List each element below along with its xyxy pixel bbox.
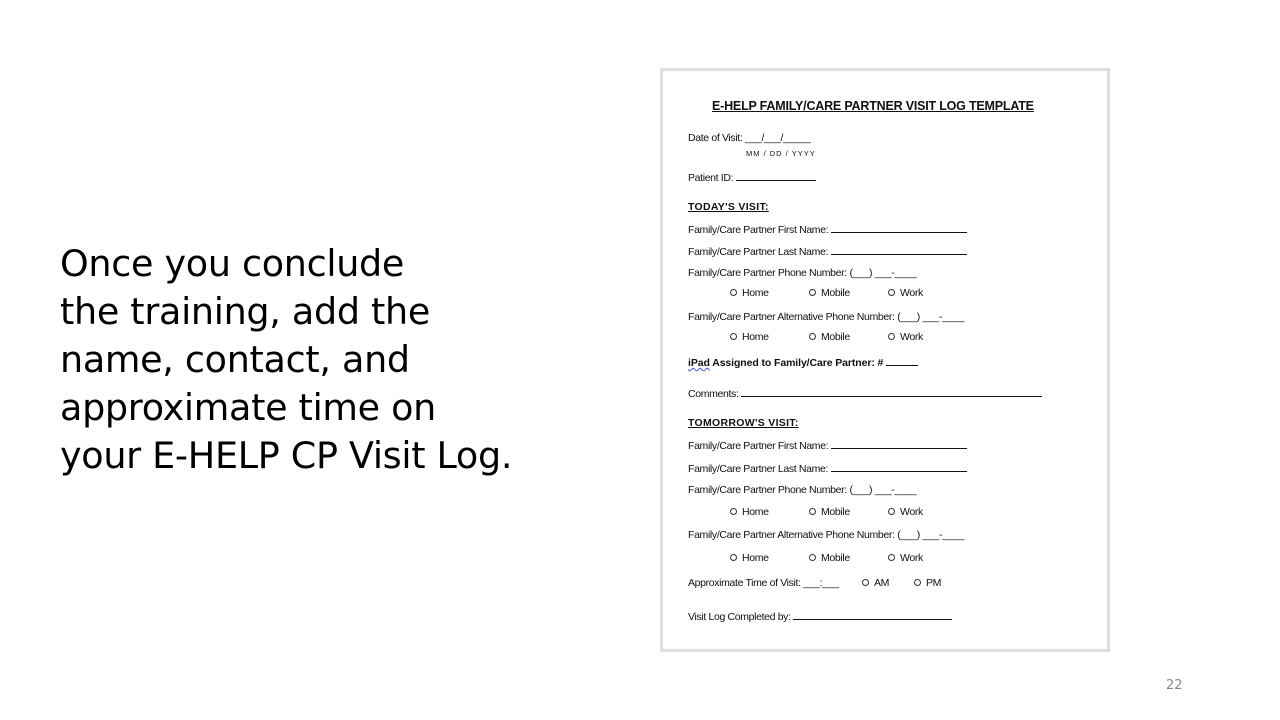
tomorrow-first-name-field	[688, 438, 967, 452]
comments-field	[688, 386, 1042, 400]
slide-page-number: 22	[1166, 678, 1183, 693]
date-label: Date of Visit:	[688, 132, 743, 144]
option-mobile: Mobile	[809, 331, 850, 343]
option-home: Home	[730, 506, 769, 518]
body-line: name, contact, and	[60, 338, 410, 381]
ipad-number-line	[886, 355, 918, 366]
form-title: E-HELP FAMILY/CARE PARTNER VISIT LOG TEMPLATE	[712, 99, 1034, 113]
slide-body-text	[60, 240, 580, 480]
last-name-line	[831, 461, 967, 472]
today-alt-phone-field	[688, 311, 964, 323]
approx-time-field	[688, 577, 839, 589]
radio-circle-icon	[730, 289, 737, 296]
last-name-line	[831, 244, 967, 255]
radio-circle-icon	[888, 508, 895, 515]
completed-by-label: Visit Log Completed by:	[688, 611, 791, 623]
body-line: the training, add the	[60, 290, 431, 333]
alt-phone-blank: (___) ___-____	[897, 529, 965, 541]
body-line: your E-HELP CP Visit Log.	[60, 434, 513, 477]
alt-phone-label: Family/Care Partner Alternative Phone Number:	[688, 311, 895, 323]
tomorrow-alt-phone-field	[688, 529, 964, 541]
alt-phone-blank: (___) ___-____	[897, 311, 965, 323]
ipad-label-word: iPad	[688, 357, 710, 369]
today-first-name-field	[688, 222, 967, 236]
completed-by-field	[688, 609, 952, 623]
phone-label: Family/Care Partner Phone Number:	[688, 267, 847, 279]
today-last-name-field	[688, 244, 967, 258]
radio-circle-icon	[888, 333, 895, 340]
option-mobile: Mobile	[809, 552, 850, 564]
option-work: Work	[888, 506, 923, 518]
first-name-line	[831, 222, 967, 233]
completed-by-line	[793, 609, 952, 620]
option-pm: PM	[914, 577, 941, 589]
radio-circle-icon	[730, 333, 737, 340]
comments-label: Comments:	[688, 388, 739, 400]
option-home: Home	[730, 287, 769, 299]
option-am: AM	[862, 577, 889, 589]
date-blank: ___/___/_____	[745, 132, 811, 144]
patient-id-line	[736, 170, 816, 181]
option-work: Work	[888, 287, 923, 299]
date-format-hint: MM / DD / YYYY	[746, 149, 816, 158]
last-name-label: Family/Care Partner Last Name:	[688, 246, 829, 258]
radio-circle-icon	[809, 289, 816, 296]
date-of-visit-field	[688, 132, 811, 144]
tomorrow-last-name-field	[688, 461, 967, 475]
ipad-assigned-field	[688, 355, 918, 369]
visit-log-form-image	[660, 68, 1110, 652]
first-name-label: Family/Care Partner First Name:	[688, 440, 829, 452]
tomorrow-phone-field	[688, 484, 916, 496]
radio-circle-icon	[809, 333, 816, 340]
option-work: Work	[888, 552, 923, 564]
tomorrows-visit-heading: TOMORROW'S VISIT:	[688, 417, 799, 429]
option-home: Home	[730, 331, 769, 343]
patient-id-field	[688, 170, 816, 184]
radio-circle-icon	[914, 579, 921, 586]
today-phone-field	[688, 267, 916, 279]
time-blank: ___:___	[803, 577, 839, 589]
phone-blank: (___) ___-____	[849, 484, 917, 496]
phone-label: Family/Care Partner Phone Number:	[688, 484, 847, 496]
alt-phone-label: Family/Care Partner Alternative Phone Number:	[688, 529, 895, 541]
phone-blank: (___) ___-____	[849, 267, 917, 279]
comments-line	[741, 386, 1042, 397]
option-mobile: Mobile	[809, 287, 850, 299]
option-home: Home	[730, 552, 769, 564]
radio-circle-icon	[809, 508, 816, 515]
radio-circle-icon	[809, 554, 816, 561]
patient-id-label: Patient ID:	[688, 172, 734, 184]
first-name-label: Family/Care Partner First Name:	[688, 224, 829, 236]
option-work: Work	[888, 331, 923, 343]
radio-circle-icon	[888, 289, 895, 296]
radio-circle-icon	[730, 554, 737, 561]
first-name-line	[831, 438, 967, 449]
radio-circle-icon	[730, 508, 737, 515]
last-name-label: Family/Care Partner Last Name:	[688, 463, 829, 475]
radio-circle-icon	[862, 579, 869, 586]
time-label: Approximate Time of Visit:	[688, 577, 801, 589]
radio-circle-icon	[888, 554, 895, 561]
body-line: approximate time on	[60, 386, 436, 429]
body-line: Once you conclude	[60, 242, 405, 285]
todays-visit-heading: TODAY'S VISIT:	[688, 201, 769, 213]
ipad-label: Assigned to Family/Care Partner: #	[709, 357, 884, 369]
option-mobile: Mobile	[809, 506, 850, 518]
